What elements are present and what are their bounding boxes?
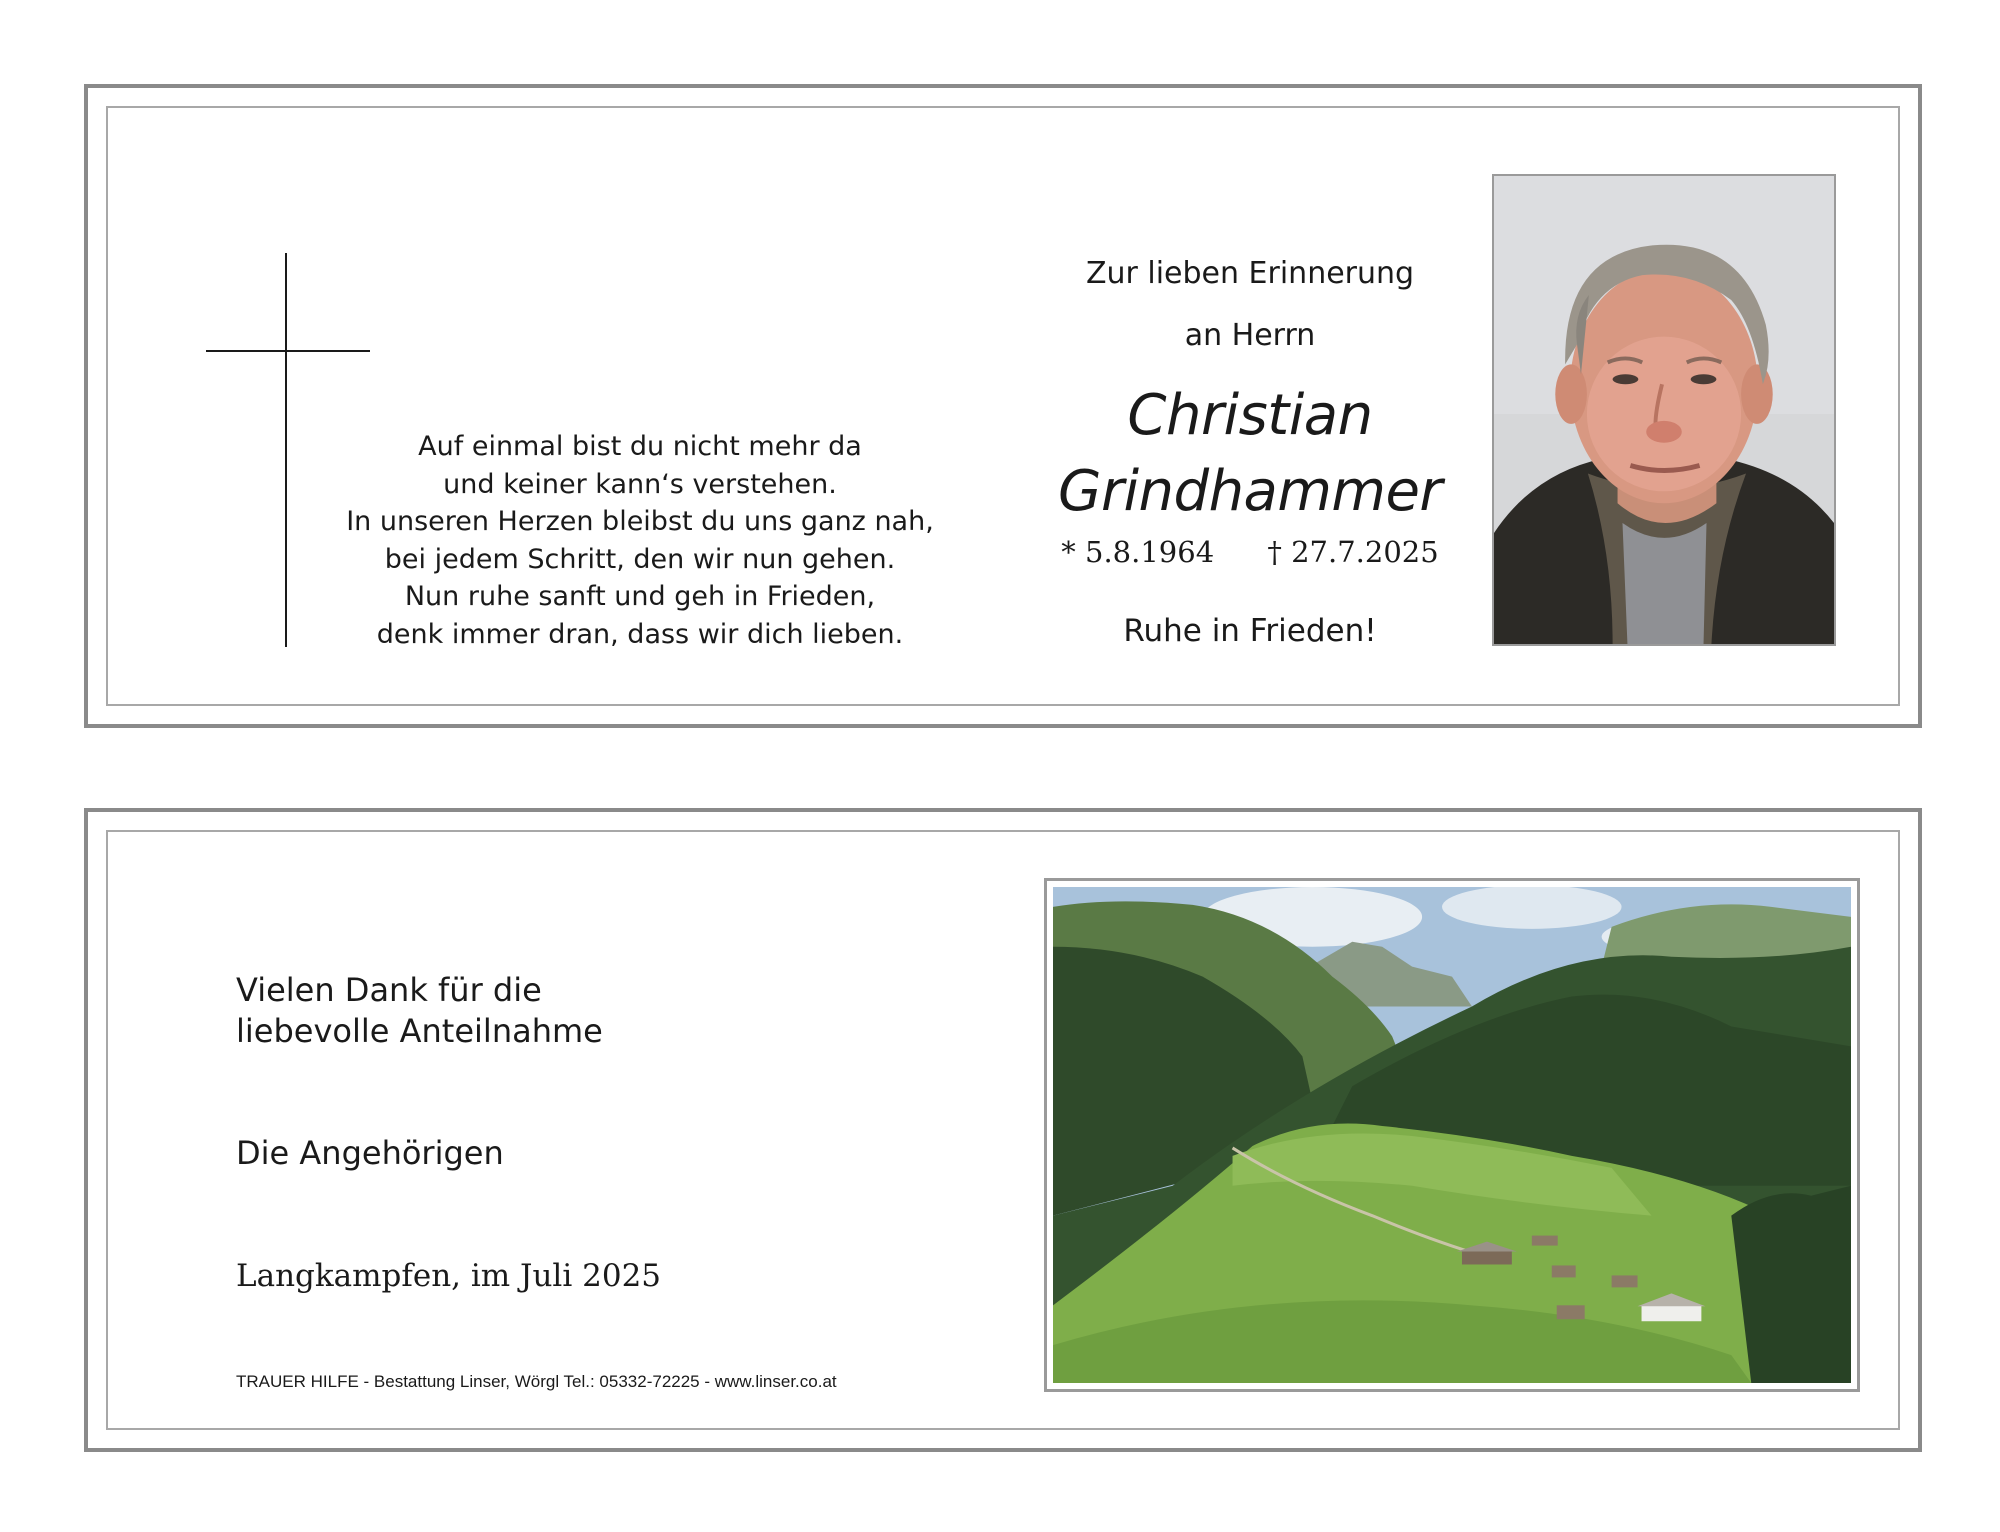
thanks-text [236,970,603,1052]
family-signature: Die Angehörigen [236,1134,504,1172]
last-name: Grindhammer [1058,459,1442,524]
portrait-image [1494,176,1834,644]
closing-line: Ruhe in Frieden! [1123,613,1377,649]
poem-line: und keiner kann‘s verstehen. [443,468,837,500]
place-and-date: Langkampfen, im Juli 2025 [236,1258,662,1294]
death-date: † 27.7.2025 [1267,535,1439,569]
poem-line: Auf einmal bist du nicht mehr da [418,431,862,462]
life-dates [1030,535,1470,569]
birth-date: * 5.8.1964 [1061,535,1215,569]
landscape-photo [1044,878,1860,1392]
mountain-landscape-image [1053,887,1851,1383]
poem [340,428,940,653]
first-name: Christian [1127,383,1373,448]
poem-line: Nun ruhe sanft und geh in Frieden, [404,581,876,612]
funeral-home-footer: TRAUER HILFE - Bestattung Linser, Wörgl Tel.: 05332-72225 - www.linser.co.at [236,1372,837,1391]
poem-line: denk immer dran, dass wir dich lieben. [376,618,904,650]
portrait-photo [1492,174,1836,646]
thanks-line: liebevolle Anteilnahme [236,1012,603,1050]
cross-icon-horizontal [206,350,370,352]
salutation: an Herrn [1184,318,1316,353]
memory-heading: Zur lieben Erinnerung [1085,256,1415,291]
poem-line: In unseren Herzen bleibst du uns ganz nah, [346,506,934,537]
thanks-line: Vielen Dank für die [236,971,542,1009]
cross-icon-vertical [285,253,287,647]
poem-line: bei jedem Schritt, den wir nun gehen. [384,543,896,575]
